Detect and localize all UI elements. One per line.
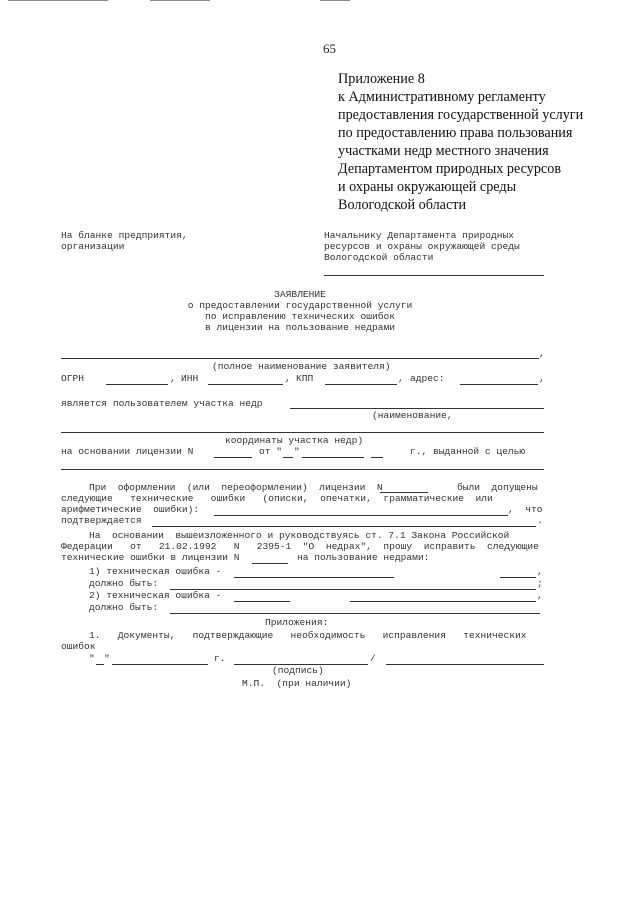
sign-day-field[interactable] [96,664,104,665]
confirmation-field[interactable] [152,526,536,527]
field-label: г., выданной с целью [410,446,526,457]
error-label: 2) техническая ошибка - [89,590,222,601]
appendix-line: к Административному регламенту [338,89,546,105]
inn-field[interactable] [208,384,283,385]
license-year-field[interactable] [371,457,383,458]
field-caption: (полное наименование заявителя) [212,361,391,372]
field-label: на основании лицензии N [61,446,194,457]
addressee-underline [324,275,544,276]
should-be-label: должно быть: [89,602,159,613]
heading-line: о предоставлении государственной услуги [187,300,413,311]
license-purpose-field[interactable] [61,469,544,470]
punctuation: " [89,653,95,664]
letterhead-note: На бланке предприятия, [61,230,188,241]
appendix-line: Департаментом природных ресурсов [338,161,562,177]
scan-artifact [8,0,108,1]
stamp-note: М.П. (при наличии) [242,678,352,689]
license-number-field[interactable] [252,563,288,564]
error-2-field[interactable] [234,601,290,602]
field-caption: (подпись) [272,665,324,676]
should-be-label: должно быть: [89,578,159,589]
punctuation: , [285,373,291,384]
paragraph-text: подтверждается [61,515,142,526]
errors-field[interactable] [214,515,508,516]
address-field[interactable] [460,384,538,385]
punctuation: , [170,373,176,384]
letterhead-note: организации [61,241,125,252]
appendix-line: Вологодской области [338,197,467,213]
sign-month-field[interactable] [112,664,208,665]
paragraph-text: Федерации от 21.02.1992 N 2395-1 "О недрах", прошу исправить следующие [61,541,539,552]
error-label: 1) техническая ошибка - [89,566,222,577]
license-month-field[interactable] [302,457,364,458]
applicant-field[interactable] [61,358,539,359]
addressee-line: Начальнику Департамента природных [324,230,514,241]
attachment-item: ошибок [61,641,96,652]
paragraph-text: , что [508,504,543,515]
addressee-line: Вологодской области [324,252,434,263]
attachments-heading: Приложения: [265,617,329,628]
correction-2-field[interactable] [170,613,540,614]
punctuation: . [537,515,543,526]
appendix-line: предоставления государственной услуги [338,107,584,123]
punctuation: , [539,348,545,359]
scan-artifact [320,0,350,1]
punctuation: , [539,373,545,384]
license-number-field[interactable] [214,457,252,458]
paragraph-text: были допущены [457,482,538,493]
scan-artifact [150,0,210,1]
field-caption: (наименование, [372,410,453,421]
punctuation: " [294,446,300,457]
error-1-field-end[interactable] [500,577,536,578]
plot-name-field[interactable] [290,408,544,409]
punctuation: , [398,373,404,384]
signatory-name-field[interactable] [386,664,544,665]
kpp-field[interactable] [325,384,397,385]
heading-line: в лицензии на пользование недрами [205,322,395,333]
license-day-field[interactable] [283,457,293,458]
punctuation: ; [537,578,543,589]
heading-line: по исправлению технических ошибок [205,311,395,322]
appendix-line: участками недр местного значения [338,143,549,159]
plot-coords-field[interactable] [61,432,544,433]
paragraph-text: на пользование недрами: [297,552,430,563]
paragraph-text: технические ошибки в лицензии N [61,552,240,563]
punctuation: / [370,653,376,664]
paragraph-text: арифметические ошибки): [61,504,200,515]
kpp-label: КПП [296,373,314,384]
error-1-field[interactable] [234,577,394,578]
error-2-field-end[interactable] [350,601,536,602]
field-caption: координаты участка недр) [225,435,364,446]
punctuation: , [537,566,543,577]
ogrn-label: ОГРН [61,373,85,384]
addressee-line: ресурсов и охраны окружающей среды [324,241,520,252]
punctuation: " [104,653,110,664]
document-title: ЗАЯВЛЕНИЕ [274,289,326,300]
paragraph-text: следующие технические ошибки (описки, опечатки, грамматические или [61,493,493,504]
appendix-line: и охраны окружающей среды [338,179,517,195]
paragraph-text: На основании вышеизложенного и руководствуясь ст. 7.1 Закона Российской [89,530,510,541]
page-number: 65 [323,41,336,56]
appendix-line: Приложение 8 [338,71,425,87]
address-label: адрес: [410,373,445,384]
ogrn-field[interactable] [106,384,168,385]
correction-1-field[interactable] [170,589,536,590]
punctuation: , [537,590,543,601]
attachment-item: 1. Документы, подтверждающие необходимость исправления технических [89,630,527,641]
appendix-line: по предоставлению права пользования [338,125,573,141]
inn-label: ИНН [181,373,199,384]
year-label: г. [214,653,226,664]
field-label: является пользователем участка недр [61,398,263,409]
paragraph-text: При оформлении (или переоформлении) лицензии N [89,482,383,493]
field-label: от " [259,446,283,457]
